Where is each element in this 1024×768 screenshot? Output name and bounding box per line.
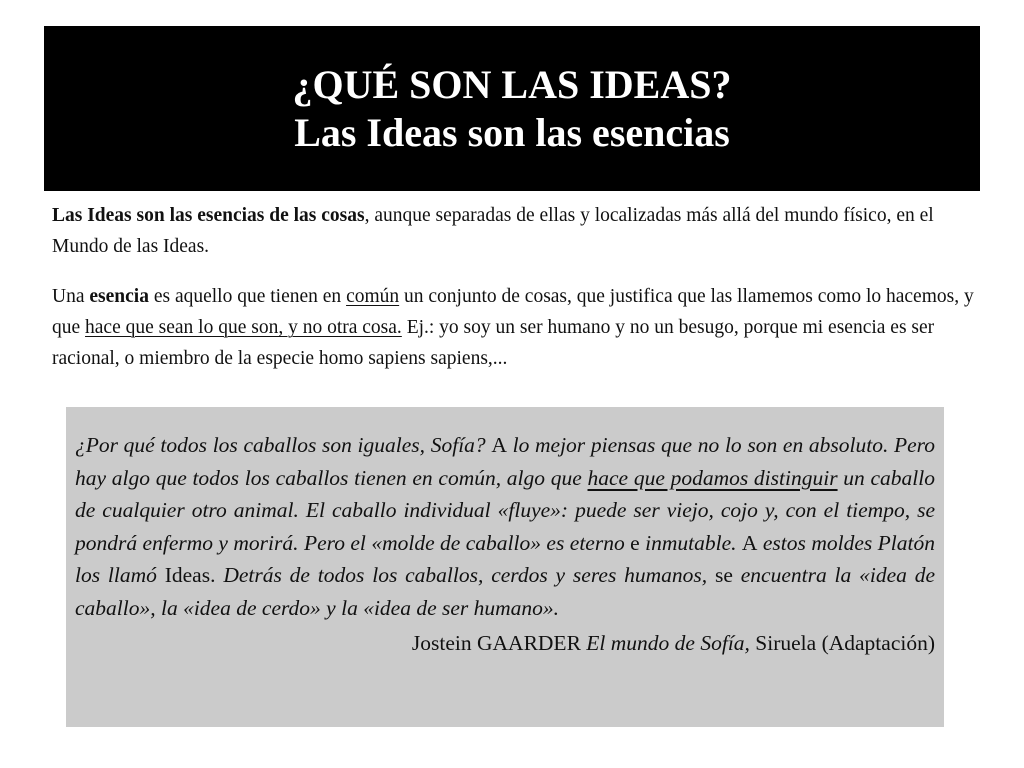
title-line-1: ¿QUÉ SON LAS IDEAS?	[292, 61, 732, 107]
intro-p2-b: es aquello que tienen en	[148, 286, 347, 307]
quote-seg-f: Detrás de todos los caballos, cerdos y seres humanos,	[215, 563, 715, 587]
quote-upright-ideas: Ideas.	[164, 563, 216, 587]
quote-attribution	[75, 627, 935, 659]
attribution-author: Jostein GAARDER	[411, 631, 587, 655]
intro-text	[52, 200, 976, 374]
intro-paragraph-1	[52, 200, 976, 262]
quote-seg-e: estos moldes Platón los llamó	[75, 530, 935, 587]
slide-title	[44, 26, 980, 191]
quote-text	[75, 429, 935, 624]
quote-seg-c: un caballo de cualquier otro animal. El caballo individual «fluye»: puede ser viejo, cojo y, con el tiempo, se pondrá enfermo y morirá. Pero el «molde de caballo» es eterno	[75, 465, 935, 555]
intro-p2-a: Una	[52, 286, 90, 307]
intro-paragraph-2	[52, 281, 976, 374]
attribution-book-title: El mundo de Sofía,	[586, 631, 750, 655]
quote-seg-a: ¿Por qué todos los caballos son iguales, Sofía?	[75, 433, 492, 457]
intro-underline-comun: común	[346, 286, 400, 307]
intro-bold-lead: Las Ideas son las esencias de las cosas	[52, 205, 365, 226]
intro-p1-rest: , aunque separadas de ellas y localizadas más allá del mundo físico, en el Mundo de las Ideas.	[52, 205, 934, 257]
intro-p2-c: un conjunto de cosas, que justifica que las llamemos como lo hacemos, y que	[52, 286, 974, 338]
title-line-2: Las Ideas son las esencias	[294, 109, 730, 155]
quote-seg-g: encuentra la «idea de caballo», la «idea de cerdo» y la «idea de ser humano».	[75, 563, 935, 620]
quote-upright-se: se	[715, 563, 733, 587]
quote-seg-b: lo mejor piensas que no lo son en absoluto. Pero hay algo que todos los caballos tienen en común, algo que	[75, 433, 936, 490]
intro-p2-d: Ej.: yo soy un ser humano y no un besugo, porque mi esencia es ser racional, o miembro de la especie homo sapiens sapiens,...	[52, 317, 935, 369]
quote-box	[66, 407, 944, 727]
quote-upright-a2: A	[741, 530, 758, 555]
quote-underline: hace que podamos distinguir	[587, 465, 838, 490]
intro-underline-phrase: hace que sean lo que son, y no otra cosa.	[85, 317, 402, 338]
quote-upright-e: e	[630, 530, 640, 555]
quote-seg-d: inmutable.	[639, 530, 742, 555]
quote-upright-a: A	[491, 433, 507, 457]
intro-bold-esencia: esencia	[89, 286, 149, 307]
attribution-publisher: Siruela (Adaptación)	[749, 631, 935, 655]
